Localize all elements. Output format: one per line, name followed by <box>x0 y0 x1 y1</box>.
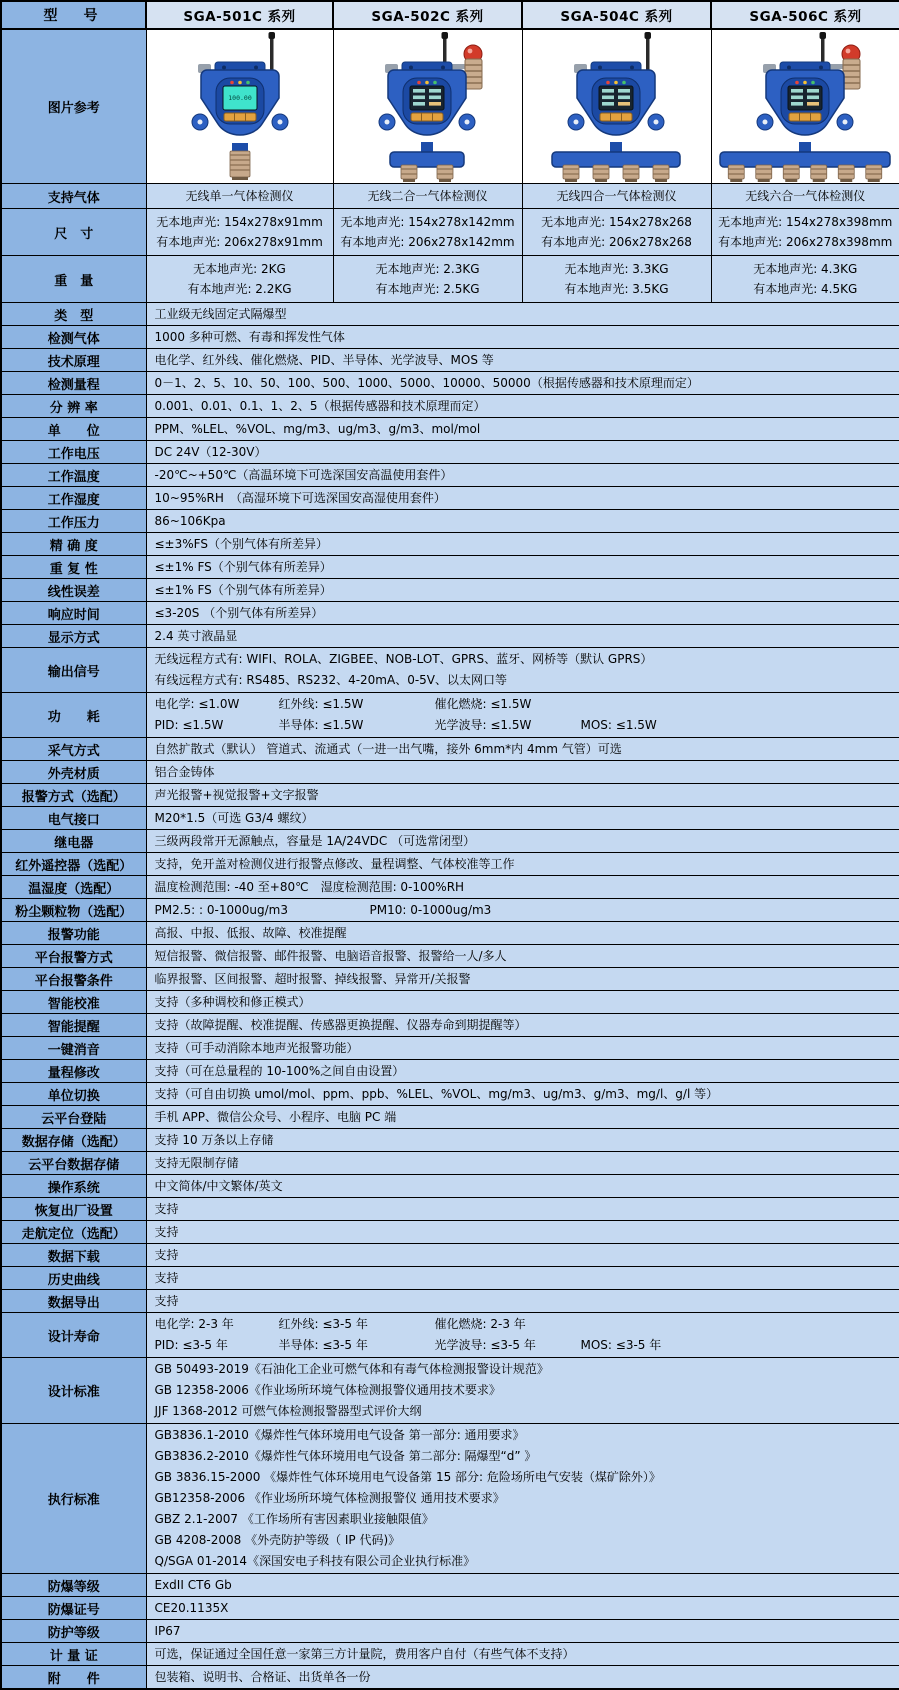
spec-value-line: 0.001、0.01、0.1、1、2、5（根据传感器和技术原理而定） <box>155 396 899 417</box>
spec-value-segment: MOS: ≤1.5W <box>581 715 657 736</box>
spec-row-label: 工作湿度 <box>1 487 146 510</box>
spec-row-label: 尺 寸 <box>1 209 146 256</box>
spec-value-line: PPM、%LEL、%VOL、mg/m3、ug/m3、g/m3、mol/mol <box>155 419 899 440</box>
spec-value-segment: 催化燃烧: 2-3 年 <box>435 1314 581 1335</box>
spec-value-cell <box>146 326 899 349</box>
spec-value-segment: 电化学: 2-3 年 <box>155 1314 279 1335</box>
spec-row-26 <box>1 876 899 899</box>
spec-row-label: 重 复 性 <box>1 556 146 579</box>
spec-row-label: 平台报警条件 <box>1 968 146 991</box>
spec-row-label: 智能提醒 <box>1 1014 146 1037</box>
spec-value-line: 无线单一气体检测仪 <box>147 186 333 206</box>
spec-value-line: 无本地声光: 154x278x142mm <box>334 212 522 232</box>
spec-value-cell <box>146 1060 899 1083</box>
spec-row-label: 工作温度 <box>1 464 146 487</box>
spec-value-line: 无本地声光: 4.3KG <box>712 259 899 279</box>
spec-value-line <box>155 900 899 921</box>
spec-row-36 <box>1 1106 899 1129</box>
spec-row-label: 云平台数据存储 <box>1 1152 146 1175</box>
spec-row-label: 温湿度（选配） <box>1 876 146 899</box>
spec-value-line: 声光报警+视觉报警+文字报警 <box>155 785 899 806</box>
spec-value-line: 无本地声光: 154x278x91mm <box>147 212 333 232</box>
spec-row-32 <box>1 1014 899 1037</box>
spec-row-14 <box>1 556 899 579</box>
spec-value-cell <box>146 1620 899 1643</box>
spec-value-segment: 红外线: ≤1.5W <box>279 694 435 715</box>
spec-value-cell <box>522 209 711 256</box>
spec-table-body <box>1 1 899 1689</box>
spec-value-cell <box>146 784 899 807</box>
spec-value-cell <box>146 1037 899 1060</box>
spec-row-13 <box>1 533 899 556</box>
spec-value-segment: PID: ≤1.5W <box>155 715 279 736</box>
spec-value-cell <box>146 395 899 418</box>
spec-row-label: 防爆证号 <box>1 1597 146 1620</box>
spec-row-42 <box>1 1244 899 1267</box>
header-row <box>1 1 899 29</box>
spec-row-46 <box>1 1358 899 1424</box>
spec-value-cell <box>333 256 522 303</box>
spec-value-segment: 红外线: ≤3-5 年 <box>279 1314 435 1335</box>
spec-value-cell <box>146 256 333 303</box>
spec-value-line: 无线六合一气体检测仪 <box>712 186 899 206</box>
spec-row-8 <box>1 418 899 441</box>
spec-row-label: 输出信号 <box>1 648 146 693</box>
spec-row-label: 智能校准 <box>1 991 146 1014</box>
spec-row-41 <box>1 1221 899 1244</box>
spec-row-35 <box>1 1083 899 1106</box>
spec-value-line: GB12358-2006 《作业场所环境气体检测报警仪 通用技术要求》 <box>155 1488 899 1509</box>
spec-value-cell <box>146 945 899 968</box>
spec-row-44 <box>1 1290 899 1313</box>
spec-value-cell <box>146 418 899 441</box>
spec-value-line: 无本地声光: 154x278x398mm <box>712 212 899 232</box>
spec-row-label: 报警功能 <box>1 922 146 945</box>
spec-row-7 <box>1 395 899 418</box>
spec-value-line: 1000 多种可燃、有毒和挥发性气体 <box>155 327 899 348</box>
spec-value-cell <box>146 1574 899 1597</box>
spec-value-cell <box>146 853 899 876</box>
spec-row-label: 恢复出厂设置 <box>1 1198 146 1221</box>
spec-row-6 <box>1 372 899 395</box>
spec-value-cell <box>146 1424 899 1574</box>
spec-row-11 <box>1 487 899 510</box>
spec-value-segment: PM2.5: : 0-1000ug/m3 <box>155 900 370 921</box>
spec-value-cell <box>146 510 899 533</box>
sga-504c-detector-illustration <box>523 30 710 183</box>
spec-row-29 <box>1 945 899 968</box>
spec-value-segment: 电化学: ≤1.0W <box>155 694 279 715</box>
spec-row-label: 附 件 <box>1 1666 146 1690</box>
spec-value-line: 可选，保证通过全国任意一家第三方计量院，费用客户自付（有些气体不支持） <box>155 1644 899 1665</box>
spec-row-label: 外壳材质 <box>1 761 146 784</box>
spec-value-line: 支持，免开盖对检测仪进行报警点修改、量程调整、气体校准等工作 <box>155 854 899 875</box>
spec-value-cell <box>146 1267 899 1290</box>
model-header-0: SGA-501C 系列 <box>146 1 333 29</box>
spec-value-cell <box>333 184 522 209</box>
spec-value-cell <box>146 556 899 579</box>
spec-value-cell <box>711 184 899 209</box>
sga-502c-detector-illustration <box>334 30 521 183</box>
spec-row-2 <box>1 256 899 303</box>
spec-row-label: 功 耗 <box>1 693 146 738</box>
spec-value-line: 温度检测范围: -40 至+80℃ 湿度检测范围: 0-100%RH <box>155 877 899 898</box>
spec-value-cell <box>146 303 899 326</box>
spec-row-18 <box>1 648 899 693</box>
sga-501c-detector-illustration <box>147 30 334 183</box>
spec-row-4 <box>1 326 899 349</box>
spec-value-line: GB 4208-2008 《外壳防护等级（ IP 代码)》 <box>155 1530 899 1551</box>
col-header-model-label: 型 号 <box>1 1 146 29</box>
spec-row-9 <box>1 441 899 464</box>
spec-value-line <box>155 715 899 736</box>
spec-value-line: ≤±3%FS（个别气体有所差异） <box>155 534 899 555</box>
spec-row-48 <box>1 1574 899 1597</box>
spec-value-line <box>155 1335 899 1356</box>
spec-row-label: 技术原理 <box>1 349 146 372</box>
spec-value-line: 10~95%RH （高湿环境下可选深国安高湿使用套件） <box>155 488 899 509</box>
spec-value-line: 支持（可在总量程的 10-100%之间自由设置） <box>155 1061 899 1082</box>
spec-value-cell <box>333 209 522 256</box>
spec-value-line: 有本地声光: 206x278x398mm <box>712 232 899 252</box>
spec-value-line: 自然扩散式（默认） 管道式、流通式（一进一出气嘴，接外 6mm*内 4mm 气管）可选 <box>155 739 899 760</box>
spec-row-label: 执行标准 <box>1 1424 146 1574</box>
spec-value-line: M20*1.5（可选 G3/4 螺纹） <box>155 808 899 829</box>
spec-row-label: 显示方式 <box>1 625 146 648</box>
spec-row-label: 类 型 <box>1 303 146 326</box>
spec-value-line: ≤±1% FS（个别气体有所差异） <box>155 557 899 578</box>
spec-value-line: JJF 1368-2012 可燃气体检测报警器型式评价大纲 <box>155 1401 899 1422</box>
spec-value-cell <box>522 184 711 209</box>
spec-row-34 <box>1 1060 899 1083</box>
spec-row-28 <box>1 922 899 945</box>
spec-value-cell <box>146 761 899 784</box>
spec-row-23 <box>1 807 899 830</box>
spec-row-label: 继电器 <box>1 830 146 853</box>
spec-value-cell <box>146 1597 899 1620</box>
model-header-3: SGA-506C 系列 <box>711 1 899 29</box>
spec-value-line: 无本地声光: 2KG <box>147 259 333 279</box>
spec-value-cell <box>146 209 333 256</box>
spec-value-cell <box>146 533 899 556</box>
spec-value-cell <box>146 738 899 761</box>
spec-value-line: IP67 <box>155 1621 899 1642</box>
spec-value-line: 有线远程方式有: RS485、RS232、4-20mA、0-5V、以太网口等 <box>155 670 899 691</box>
spec-value-line: GB 3836.15-2000 《爆炸性气体环境用电气设备第 15 部分: 危险场所电气安装（煤矿除外）》 <box>155 1467 899 1488</box>
sga-506c-detector-illustration <box>712 30 899 183</box>
spec-value-cell <box>146 602 899 625</box>
spec-value-line: 支持 <box>155 1199 899 1220</box>
spec-row-label: 量程修改 <box>1 1060 146 1083</box>
spec-row-49 <box>1 1597 899 1620</box>
spec-row-5 <box>1 349 899 372</box>
spec-row-label: 检测气体 <box>1 326 146 349</box>
spec-value-segment: PM10: 0-1000ug/m3 <box>370 900 492 921</box>
spec-value-line: 有本地声光: 206x278x268 <box>523 232 711 252</box>
spec-row-label: 粉尘颗粒物（选配） <box>1 899 146 922</box>
spec-value-line: 无线四合一气体检测仪 <box>523 186 711 206</box>
spec-value-cell <box>146 899 899 922</box>
spec-row-label: 响应时间 <box>1 602 146 625</box>
spec-value-line: 支持（可手动消除本地声光报警功能） <box>155 1038 899 1059</box>
spec-value-segment: MOS: ≤3-5 年 <box>581 1335 662 1356</box>
spec-row-label: 设计标准 <box>1 1358 146 1424</box>
sga-502c-detector-cell <box>333 29 522 184</box>
spec-value-cell <box>146 1175 899 1198</box>
spec-value-line: 有本地声光: 206x278x142mm <box>334 232 522 252</box>
spec-value-line: 支持无限制存储 <box>155 1153 899 1174</box>
spec-value-line: GB 50493-2019《石油化工企业可燃气体和有毒气体检测报警设计规范》 <box>155 1359 899 1380</box>
spec-row-label: 红外遥控器（选配） <box>1 853 146 876</box>
spec-row-15 <box>1 579 899 602</box>
spec-row-label: 单 位 <box>1 418 146 441</box>
spec-value-line: -20℃~+50℃（高温环境下可选深国安高温使用套件） <box>155 465 899 486</box>
image-row <box>1 29 899 184</box>
spec-row-label: 工作电压 <box>1 441 146 464</box>
spec-row-label: 数据下载 <box>1 1244 146 1267</box>
spec-value-segment: PID: ≤3-5 年 <box>155 1335 279 1356</box>
spec-value-line: ≤±1% FS（个别气体有所差异） <box>155 580 899 601</box>
spec-value-cell <box>146 693 899 738</box>
spec-row-1 <box>1 209 899 256</box>
spec-value-cell <box>146 579 899 602</box>
spec-value-line: 临界报警、区间报警、超时报警、掉线报警、异常开/关报警 <box>155 969 899 990</box>
spec-value-cell <box>146 991 899 1014</box>
spec-value-line: 支持 <box>155 1268 899 1289</box>
spec-row-12 <box>1 510 899 533</box>
spec-row-label: 分 辨 率 <box>1 395 146 418</box>
spec-row-47 <box>1 1424 899 1574</box>
spec-value-line: GBZ 2.1-2007 《工作场所有害因素职业接触限值》 <box>155 1509 899 1530</box>
spec-row-38 <box>1 1152 899 1175</box>
spec-row-19 <box>1 693 899 738</box>
spec-row-label: 采气方式 <box>1 738 146 761</box>
spec-row-20 <box>1 738 899 761</box>
spec-value-cell <box>146 830 899 853</box>
spec-value-cell <box>146 922 899 945</box>
spec-value-cell <box>146 1244 899 1267</box>
spec-value-line: 支持（故障提醒、校准提醒、传感器更换提醒、仪器寿命到期提醒等） <box>155 1015 899 1036</box>
spec-row-label: 数据导出 <box>1 1290 146 1313</box>
spec-value-line: GB3836.2-2010《爆炸性气体环境用电气设备 第二部分: 隔爆型“d” 》 <box>155 1446 899 1467</box>
spec-row-label: 设计寿命 <box>1 1313 146 1358</box>
spec-row-label: 操作系统 <box>1 1175 146 1198</box>
spec-row-label: 云平台登陆 <box>1 1106 146 1129</box>
spec-value-line: GB3836.1-2010《爆炸性气体环境用电气设备 第一部分: 通用要求》 <box>155 1425 899 1446</box>
sga-506c-detector-cell <box>711 29 899 184</box>
spec-value-segment: 半导体: ≤3-5 年 <box>279 1335 435 1356</box>
spec-value-line: 电化学、红外线、催化燃烧、PID、半导体、光学波导、MOS 等 <box>155 350 899 371</box>
spec-value-line: 支持（可自由切换 umol/mol、ppm、ppb、%LEL、%VOL、mg/m3、ug/m3、g/m3、mg/l、g/l 等） <box>155 1084 899 1105</box>
spec-value-line: 2.4 英寸液晶显 <box>155 626 899 647</box>
sga-501c-detector-cell <box>146 29 333 184</box>
spec-value-line: 有本地声光: 3.5KG <box>523 279 711 299</box>
spec-value-line: 有本地声光: 2.2KG <box>147 279 333 299</box>
spec-value-line: 无本地声光: 2.3KG <box>334 259 522 279</box>
spec-row-27 <box>1 899 899 922</box>
spec-value-cell <box>146 1290 899 1313</box>
spec-value-cell <box>522 256 711 303</box>
spec-value-line: 支持 <box>155 1291 899 1312</box>
spec-row-label: 单位切换 <box>1 1083 146 1106</box>
svg-text:100.00: 100.00 <box>228 94 252 102</box>
spec-value-line: 中文简体/中文繁体/英文 <box>155 1176 899 1197</box>
spec-value-segment: 半导体: ≤1.5W <box>279 715 435 736</box>
spec-value-cell <box>146 648 899 693</box>
spec-value-line: ExdII CT6 Gb <box>155 1575 899 1596</box>
spec-value-line: 支持 10 万条以上存储 <box>155 1130 899 1151</box>
spec-row-33 <box>1 1037 899 1060</box>
spec-row-45 <box>1 1313 899 1358</box>
spec-value-line: GB 12358-2006《作业场所环境气体检测报警仪通用技术要求》 <box>155 1380 899 1401</box>
spec-row-25 <box>1 853 899 876</box>
spec-value-cell <box>146 876 899 899</box>
model-header-1: SGA-502C 系列 <box>333 1 522 29</box>
spec-value-line: Q/SGA 01-2014《深国安电子科技有限公司企业执行标准》 <box>155 1551 899 1572</box>
spec-row-label: 计 量 证 <box>1 1643 146 1666</box>
spec-value-cell <box>146 1198 899 1221</box>
spec-row-22 <box>1 784 899 807</box>
spec-row-21 <box>1 761 899 784</box>
spec-row-label: 一键消音 <box>1 1037 146 1060</box>
spec-row-label: 线性误差 <box>1 579 146 602</box>
spec-value-segment: 光学波导: ≤1.5W <box>435 715 581 736</box>
spec-row-label: 重 量 <box>1 256 146 303</box>
spec-row-0 <box>1 184 899 209</box>
image-row-label: 图片参考 <box>1 29 146 184</box>
spec-value-line: DC 24V（12-30V） <box>155 442 899 463</box>
spec-value-line: CE20.1135X <box>155 1598 899 1619</box>
spec-row-17 <box>1 625 899 648</box>
spec-row-37 <box>1 1129 899 1152</box>
spec-value-cell <box>146 1152 899 1175</box>
spec-value-line <box>155 694 899 715</box>
spec-row-24 <box>1 830 899 853</box>
spec-value-line: 高报、中报、低报、故障、校准提醒 <box>155 923 899 944</box>
spec-value-line: 包装箱、说明书、合格证、出货单各一份 <box>155 1667 899 1688</box>
spec-value-line: 无线远程方式有: WIFI、ROLA、ZIGBEE、NOB-LOT、GPRS、蓝牙、网桥等（默认 GPRS） <box>155 649 899 670</box>
spec-value-line: 无本地声光: 154x278x268 <box>523 212 711 232</box>
spec-row-label: 防护等级 <box>1 1620 146 1643</box>
spec-row-label: 电气接口 <box>1 807 146 830</box>
spec-row-label: 检测量程 <box>1 372 146 395</box>
spec-row-10 <box>1 464 899 487</box>
spec-value-cell <box>146 968 899 991</box>
spec-value-line: 有本地声光: 2.5KG <box>334 279 522 299</box>
spec-row-label: 支持气体 <box>1 184 146 209</box>
spec-value-cell <box>146 441 899 464</box>
spec-value-line: 手机 APP、微信公众号、小程序、电脑 PC 端 <box>155 1107 899 1128</box>
spec-row-label: 工作压力 <box>1 510 146 533</box>
spec-value-line: 有本地声光: 4.5KG <box>712 279 899 299</box>
spec-value-line: 支持 <box>155 1245 899 1266</box>
spec-row-label: 平台报警方式 <box>1 945 146 968</box>
model-header-2: SGA-504C 系列 <box>522 1 711 29</box>
spec-value-cell <box>146 1313 899 1358</box>
spec-row-40 <box>1 1198 899 1221</box>
spec-row-31 <box>1 991 899 1014</box>
spec-value-line: 无线二合一气体检测仪 <box>334 186 522 206</box>
spec-row-label: 精 确 度 <box>1 533 146 556</box>
spec-value-cell <box>146 807 899 830</box>
spec-value-line: 支持 <box>155 1222 899 1243</box>
spec-row-label: 报警方式（选配） <box>1 784 146 807</box>
spec-value-cell <box>146 1083 899 1106</box>
spec-value-line: 有本地声光: 206x278x91mm <box>147 232 333 252</box>
spec-value-line: 三级两段常开无源触点，容量是 1A/24VDC （可选常闭型） <box>155 831 899 852</box>
spec-value-cell <box>146 625 899 648</box>
sga-504c-detector-cell <box>522 29 711 184</box>
spec-row-label: 走航定位（选配） <box>1 1221 146 1244</box>
spec-row-39 <box>1 1175 899 1198</box>
spec-row-50 <box>1 1620 899 1643</box>
spec-row-43 <box>1 1267 899 1290</box>
spec-row-52 <box>1 1666 899 1690</box>
spec-value-line: 无本地声光: 3.3KG <box>523 259 711 279</box>
spec-value-cell <box>146 1014 899 1037</box>
spec-value-cell <box>146 1666 899 1690</box>
spec-value-line: ≤3-20S （个别气体有所差异） <box>155 603 899 624</box>
spec-value-cell <box>146 349 899 372</box>
spec-value-cell <box>711 256 899 303</box>
spec-row-label: 数据存储（选配） <box>1 1129 146 1152</box>
spec-row-16 <box>1 602 899 625</box>
spec-value-line: 铝合金铸体 <box>155 762 899 783</box>
spec-value-line: 短信报警、微信报警、邮件报警、电脑语音报警、报警给一人/多人 <box>155 946 899 967</box>
spec-value-cell <box>146 372 899 395</box>
spec-row-3 <box>1 303 899 326</box>
spec-value-cell <box>146 1106 899 1129</box>
spec-value-cell <box>146 1129 899 1152</box>
spec-row-51 <box>1 1643 899 1666</box>
spec-value-cell <box>146 1221 899 1244</box>
spec-value-line: 工业级无线固定式隔爆型 <box>155 304 899 325</box>
spec-value-line: 86~106Kpa <box>155 511 899 532</box>
spec-value-cell <box>146 1358 899 1424</box>
spec-value-line: 0－1、2、5、10、50、100、500、1000、5000、10000、50000（根据传感器和技术原理而定） <box>155 373 899 394</box>
spec-row-label: 防爆等级 <box>1 1574 146 1597</box>
spec-value-cell <box>146 1643 899 1666</box>
spec-value-segment: 催化燃烧: ≤1.5W <box>435 694 581 715</box>
spec-value-cell <box>711 209 899 256</box>
spec-value-cell <box>146 184 333 209</box>
spec-row-30 <box>1 968 899 991</box>
spec-value-segment: 光学波导: ≤3-5 年 <box>435 1335 581 1356</box>
spec-row-label: 历史曲线 <box>1 1267 146 1290</box>
spec-value-cell <box>146 464 899 487</box>
spec-value-line: 支持（多种调校和修正模式） <box>155 992 899 1013</box>
spec-value-line <box>155 1314 899 1335</box>
spec-value-cell <box>146 487 899 510</box>
